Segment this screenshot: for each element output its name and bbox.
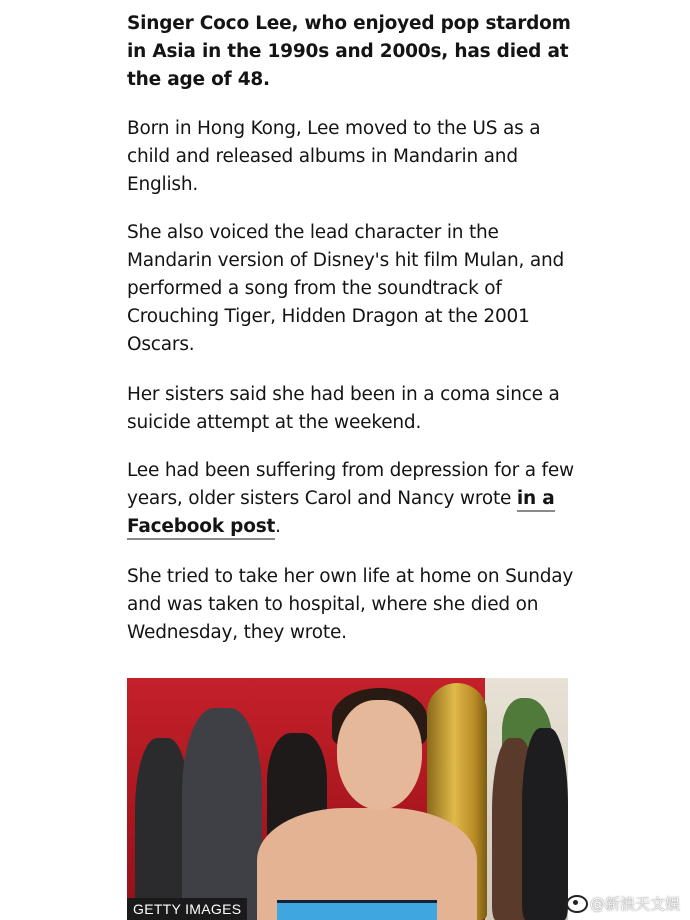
paragraph-2: She also voiced the lead character in the Mandarin version of Disney's hit film Mulan, and performed a song from the soundtrack of Crouching Tiger, Hidden Dragon at the 2001 Oscars.	[127, 222, 565, 355]
photo-credit: GETTY IMAGES	[127, 898, 247, 920]
person-right-man	[522, 728, 568, 920]
person-man-suit	[182, 708, 262, 920]
paragraph-3: Her sisters said she had been in a coma since a suicide attempt at the weekend.	[127, 384, 560, 433]
paragraph-4-text: Lee had been suffering from depression for a few years, older sisters Carol and Nancy wrote	[127, 460, 574, 509]
paragraph-4	[127, 457, 577, 541]
article-lead: Singer Coco Lee, who enjoyed pop stardom in Asia in the 1990s and 2000s, has died at the age of 48.	[127, 13, 571, 90]
paragraph-1: Born in Hong Kong, Lee moved to the US as a child and released albums in Mandarin and English.	[127, 118, 541, 195]
weibo-icon	[566, 895, 588, 913]
paragraph-4-end: .	[275, 516, 281, 537]
watermark-text: @新浪天文娱	[590, 895, 681, 913]
paragraph-5: She tried to take her own life at home on Sunday and was taken to hospital, where she died on Wednesday, they wrote.	[127, 566, 574, 643]
facebook-post-link[interactable]: in a Facebook post	[127, 488, 555, 540]
article-body	[127, 0, 577, 643]
subject-face	[337, 700, 422, 810]
article-photo	[127, 678, 568, 920]
subject-dress	[277, 900, 437, 920]
weibo-watermark	[566, 893, 680, 914]
